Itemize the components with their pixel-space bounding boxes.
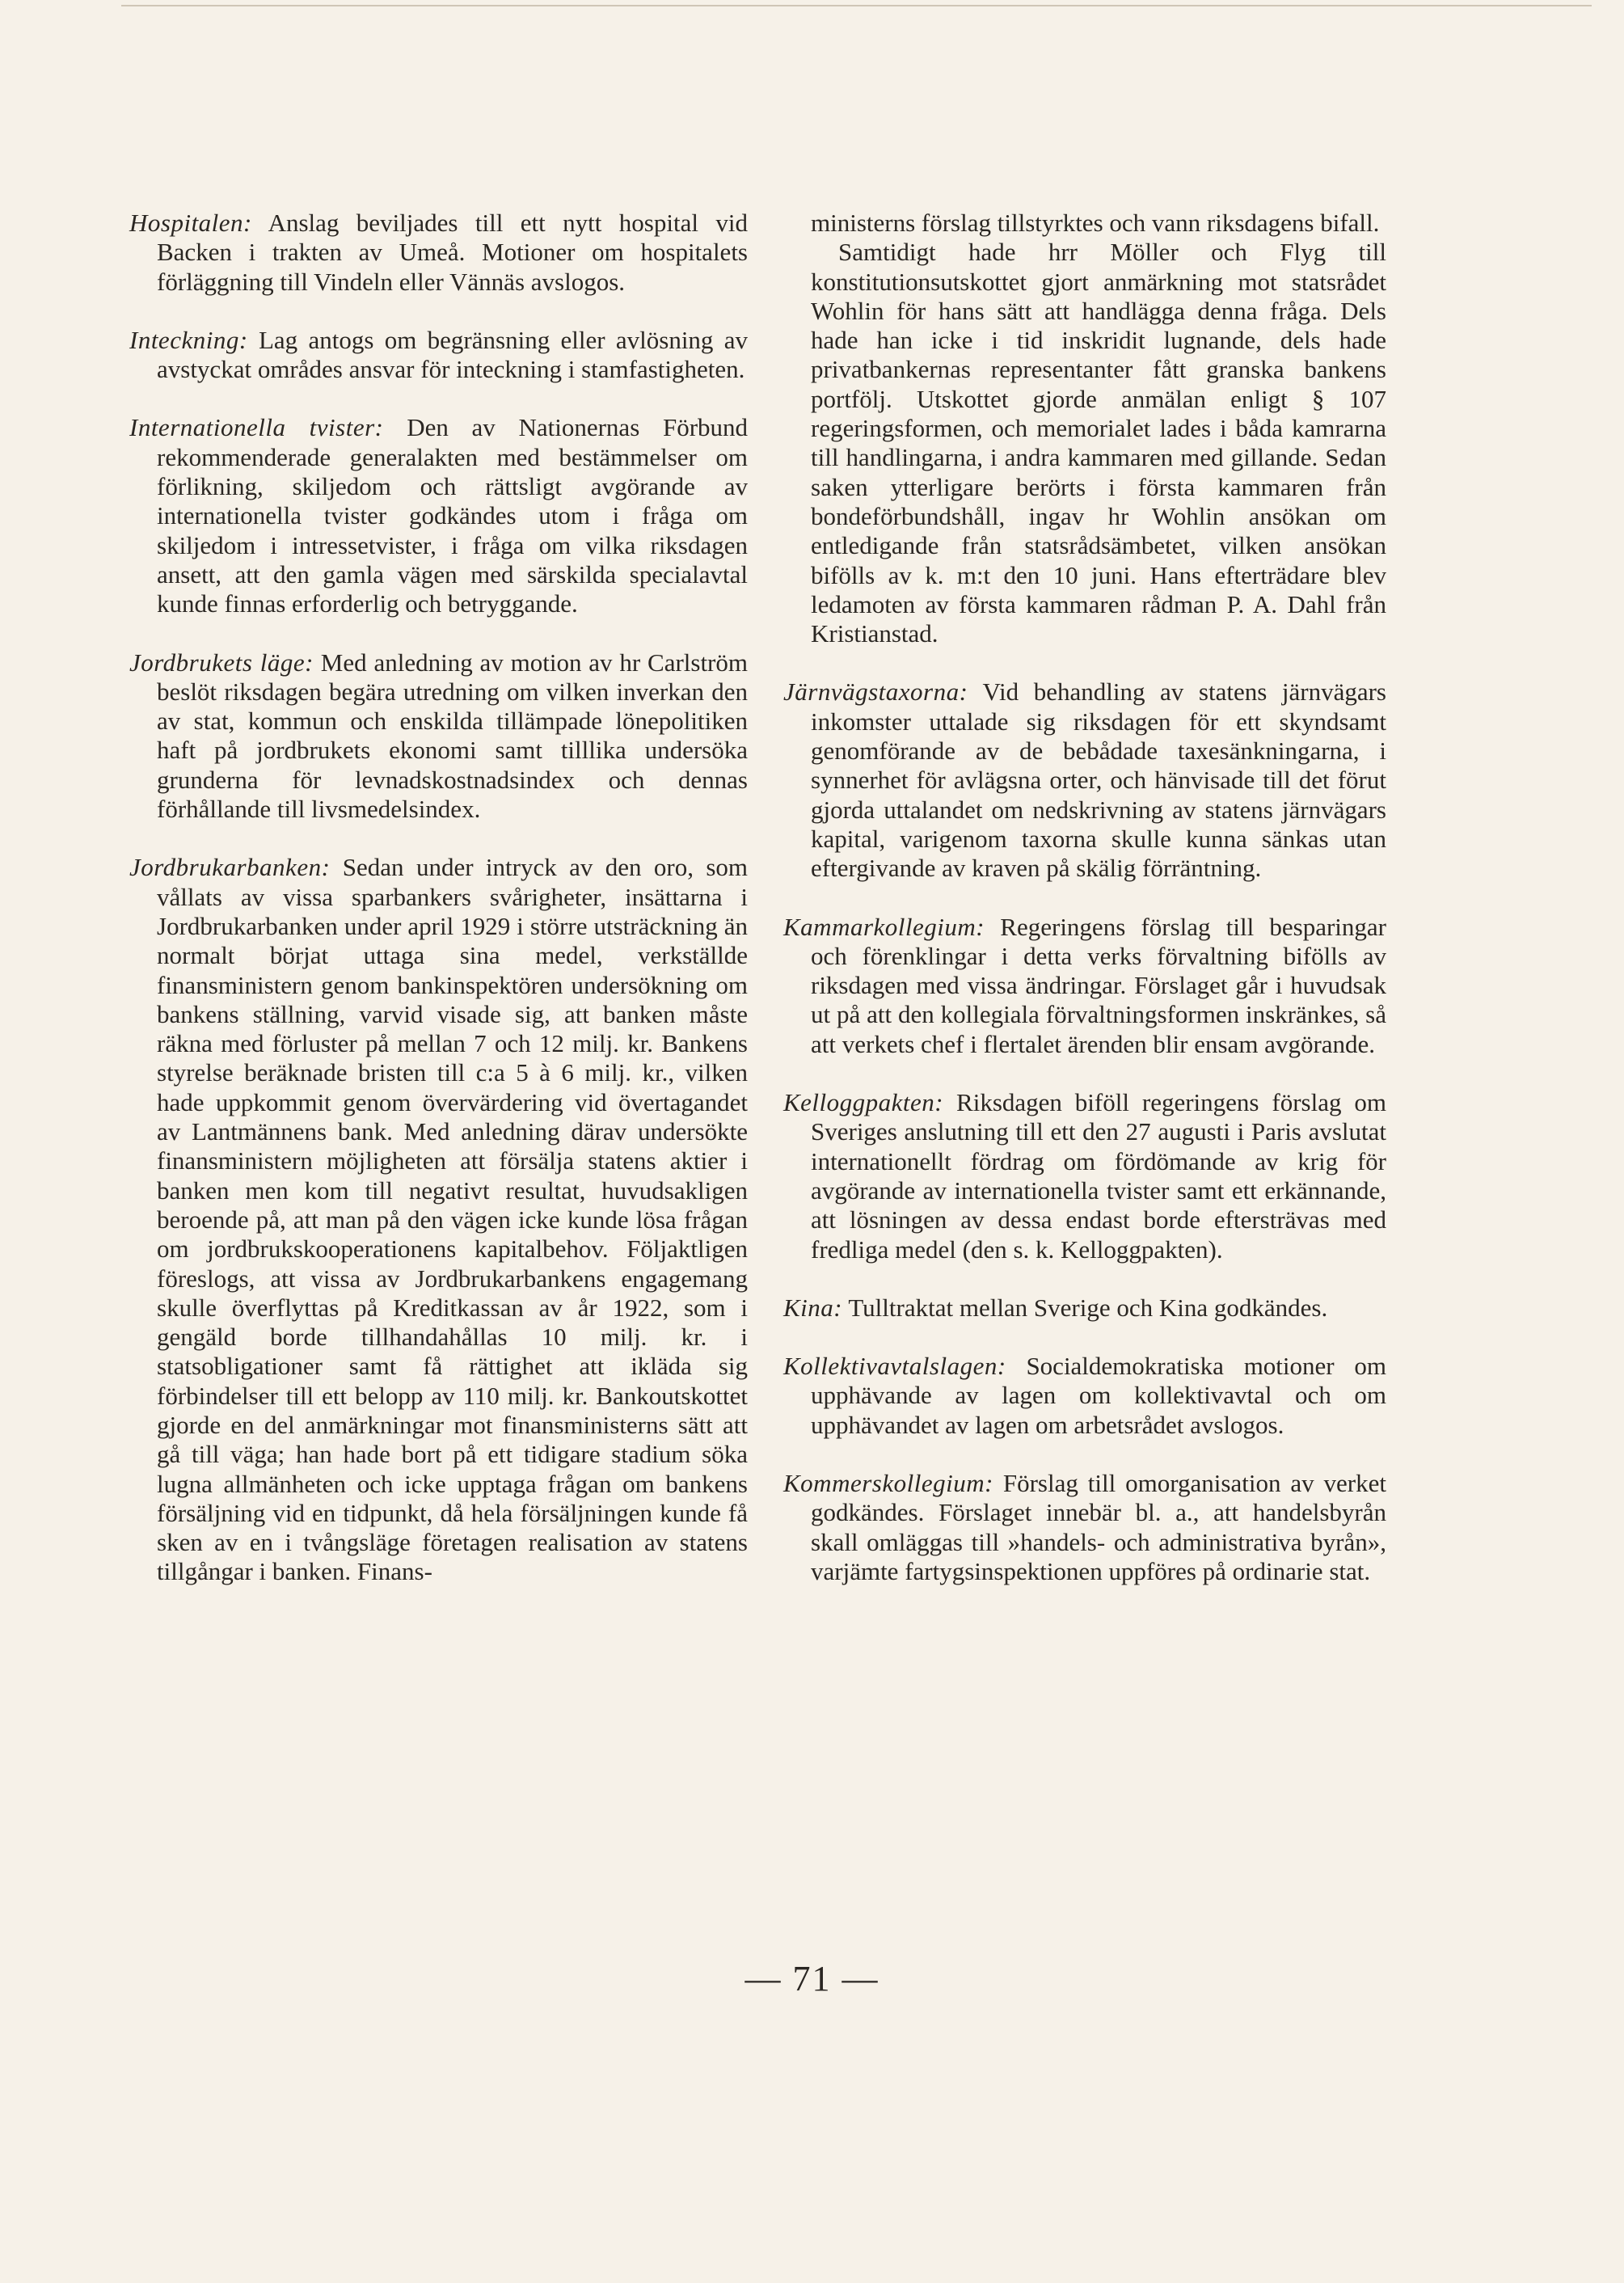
entry-heading: Jordbrukarbanken:: [129, 853, 331, 882]
entry-text: Sedan under intryck av den oro, som vållats av vissa sparbankers svårigheter, insättarna i Jordbrukarbanken under april 1929 i större utsträckning än normalt börjat uttaga sina medel, verkställde finansministern genom bankinspektören undersökning om bankens ställning, varvid visade sig, att banken måste räkna med förluster på mellan 7 och 12 milj. kr. Bankens styrelse beräknade bristen till c:a 5 à 6 milj. kr., vilken hade uppkommit genom övervärdering vid övertagandet av Lantmännens bank. Med anledning därav undersökte finansministern möjligheten att försälja statens aktier i banken men kom till negativt resultat, huvudsakligen beroende på, att man på den vägen icke kunde lösa frågan om jordbrukskooperationens kapitalbehov. Följaktligen föreslogs, att vissa av Jordbrukarbankens engagemang skulle överflyttas på Kreditkassan av år 1922, som i gengäld borde tillhandahållas 10 milj. kr. i statsobligationer samt få rättighet att ikläda sig förbindelser till ett belopp av 110 milj. kr. Bankoutskottet gjorde en del anmärkningar mot finansministerns sätt att gå till väga; han hade bort på ett tidigare stadium söka lugna allmänheten och icke upptaga frågan om bankens försäljning vid en tidpunkt, då hela försäljningen kunde få sken av en i tvångsläge företagen realisation av statens tillgångar i banken. Finans-: [157, 853, 749, 1586]
continuation-paragraph: ministerns förslag tillstyrktes och vann riksdagens bifall.: [811, 209, 1380, 237]
entry-kommerskollegium: [783, 1469, 1386, 1586]
entry-text: Socialdemokratiska motioner om upphävande av lagen om kollektivavtal och om upphävandet av lagen om arbetsrådet avslogos.: [811, 1352, 1387, 1439]
entry-heading: Hospitalen:: [129, 209, 252, 237]
entry-kammarkollegium: [783, 913, 1386, 1059]
entry-jordbrukets-lage: [129, 648, 748, 825]
right-column: [783, 209, 1386, 1615]
entry-heading: Järnvägstaxorna:: [783, 677, 968, 707]
entry-text: Riksdagen biföll regeringens förslag om Sveriges anslutning till ett den 27 augusti i Paris avslutat internationellt fördrag om fördömande av krig för avgörande av internationella tvister samt ett erkännande, att lösningen av dessa endast borde eftersträvas med fredliga medel (den s. k. Kelloggpakten).: [811, 1088, 1386, 1264]
entry-heading: Jordbrukets läge:: [129, 648, 314, 677]
entry-heading: Kina:: [783, 1293, 843, 1322]
entry-text: Tulltraktat mellan Sverige och Kina godkändes.: [848, 1293, 1328, 1322]
entry-text: Lag antogs om begränsning eller avlösning av avstyckat områdes ansvar för inteckning i stamfastigheten.: [157, 325, 749, 384]
entry-heading: Inteckning:: [129, 325, 248, 354]
entry-kollektivavtalslagen: [783, 1352, 1386, 1440]
entry-jordbrukarbanken: [129, 853, 748, 1586]
entry-text: Den av Nationernas Förbund rekommenderade generalakten med bestämmelser om förlikning, skiljedom och rättsligt avgörande av internationella tvister godkändes utom i fråga om skiljedom i intressetvister, i fråga om vilka riksdagen ansett, att den gamla vägen med särskilda specialavtal kunde finnas erforderlig och betryggande.: [157, 413, 749, 618]
left-column: [129, 209, 748, 1616]
continuation-paragraph: Samtidigt hade hrr Möller och Flyg till konstitutionsutskottet gjort anmärkning mot statsrådet Wohlin för hans sätt att handlägga denna fråga. Dels hade han icke i tid inskridit lugnande, dels hade privatbankernas representanter fått granska bankens portfölj. Utskottet gjorde anmälan enligt § 107 regeringsformen, och memorialet lades i båda kamrarna till handlingarna, i andra kammaren med gillande. Sedan saken ytterligare berörts i första kammaren från bondeförbundshåll, ingav hr Wohlin ansökan om entledigande från statsrådsämbetet, vilken ansökan bifölls av k. m:t den 10 juni. Hans efterträdare blev ledamoten av första kammaren rådman P. A. Dahl från Kristianstad.: [811, 238, 1386, 648]
page-number: — 71 —: [745, 1959, 879, 1998]
entry-kelloggpakten: [783, 1088, 1386, 1264]
entry-hospitalen: [129, 209, 748, 297]
entry-kina: [783, 1293, 1386, 1323]
entry-heading: Kammarkollegium:: [783, 912, 985, 941]
entry-text: Med anledning av motion av hr Carlström beslöt riksdagen begära utredning om vilken inverkan den av stat, kommun och enskilda tillämpade lönepolitiken haft på jordbrukets ekonomi samt tilllika undersöka grunderna för levnadskostnadsindex och dennas förhållande till livsmedelsindex.: [157, 648, 748, 824]
entry-inteckning: [129, 326, 748, 385]
entry-internationella-tvister: [129, 413, 748, 618]
entry-heading: Internationella tvister:: [129, 413, 384, 442]
entry-heading: Kelloggpakten:: [783, 1088, 944, 1117]
entry-heading: Kollektivavtalslagen:: [783, 1352, 1006, 1381]
entry-text: Förslag till omorganisation av verket godkändes. Förslaget innebär bl. a., att handelsbyrån skall omläggas till »handels- och administrativa byrån», varjämte fartygsinspektionen uppföres på ordinarie stat.: [811, 1468, 1387, 1585]
entry-text: Anslag beviljades till ett nytt hospital vid Backen i trakten av Umeå. Motioner om hospitalets förläggning till Vindeln eller Vännäs avslogos.: [157, 209, 748, 296]
entry-text: Regeringens förslag till besparingar och förenklingar i detta verks förvaltning bifölls av riksdagen med vissa ändringar. Förslaget går i huvudsak ut på att den kollegiala förvaltningsformen inskränkes, så att verkets chef i flertalet ärenden blir ensam avgörande.: [811, 912, 1386, 1058]
top-edge-rule: [121, 5, 1592, 6]
entry-heading: Kommerskollegium:: [783, 1468, 993, 1497]
entry-text: Vid behandling av statens järnvägars inkomster uttalade sig riksdagen för ett skyndsamt genomförande av de bebådade taxesänkningarna, i synnerhet för avlägsna orter, och hänvisade till det förut gjorda uttalandet om nedskrivning av statens järnvägars kapital, varigenom taxorna skulle kunna sänkas utan eftergivande av kraven på skälig förräntning.: [811, 677, 1386, 883]
entry-jarnvagstaxorna: [783, 677, 1386, 883]
